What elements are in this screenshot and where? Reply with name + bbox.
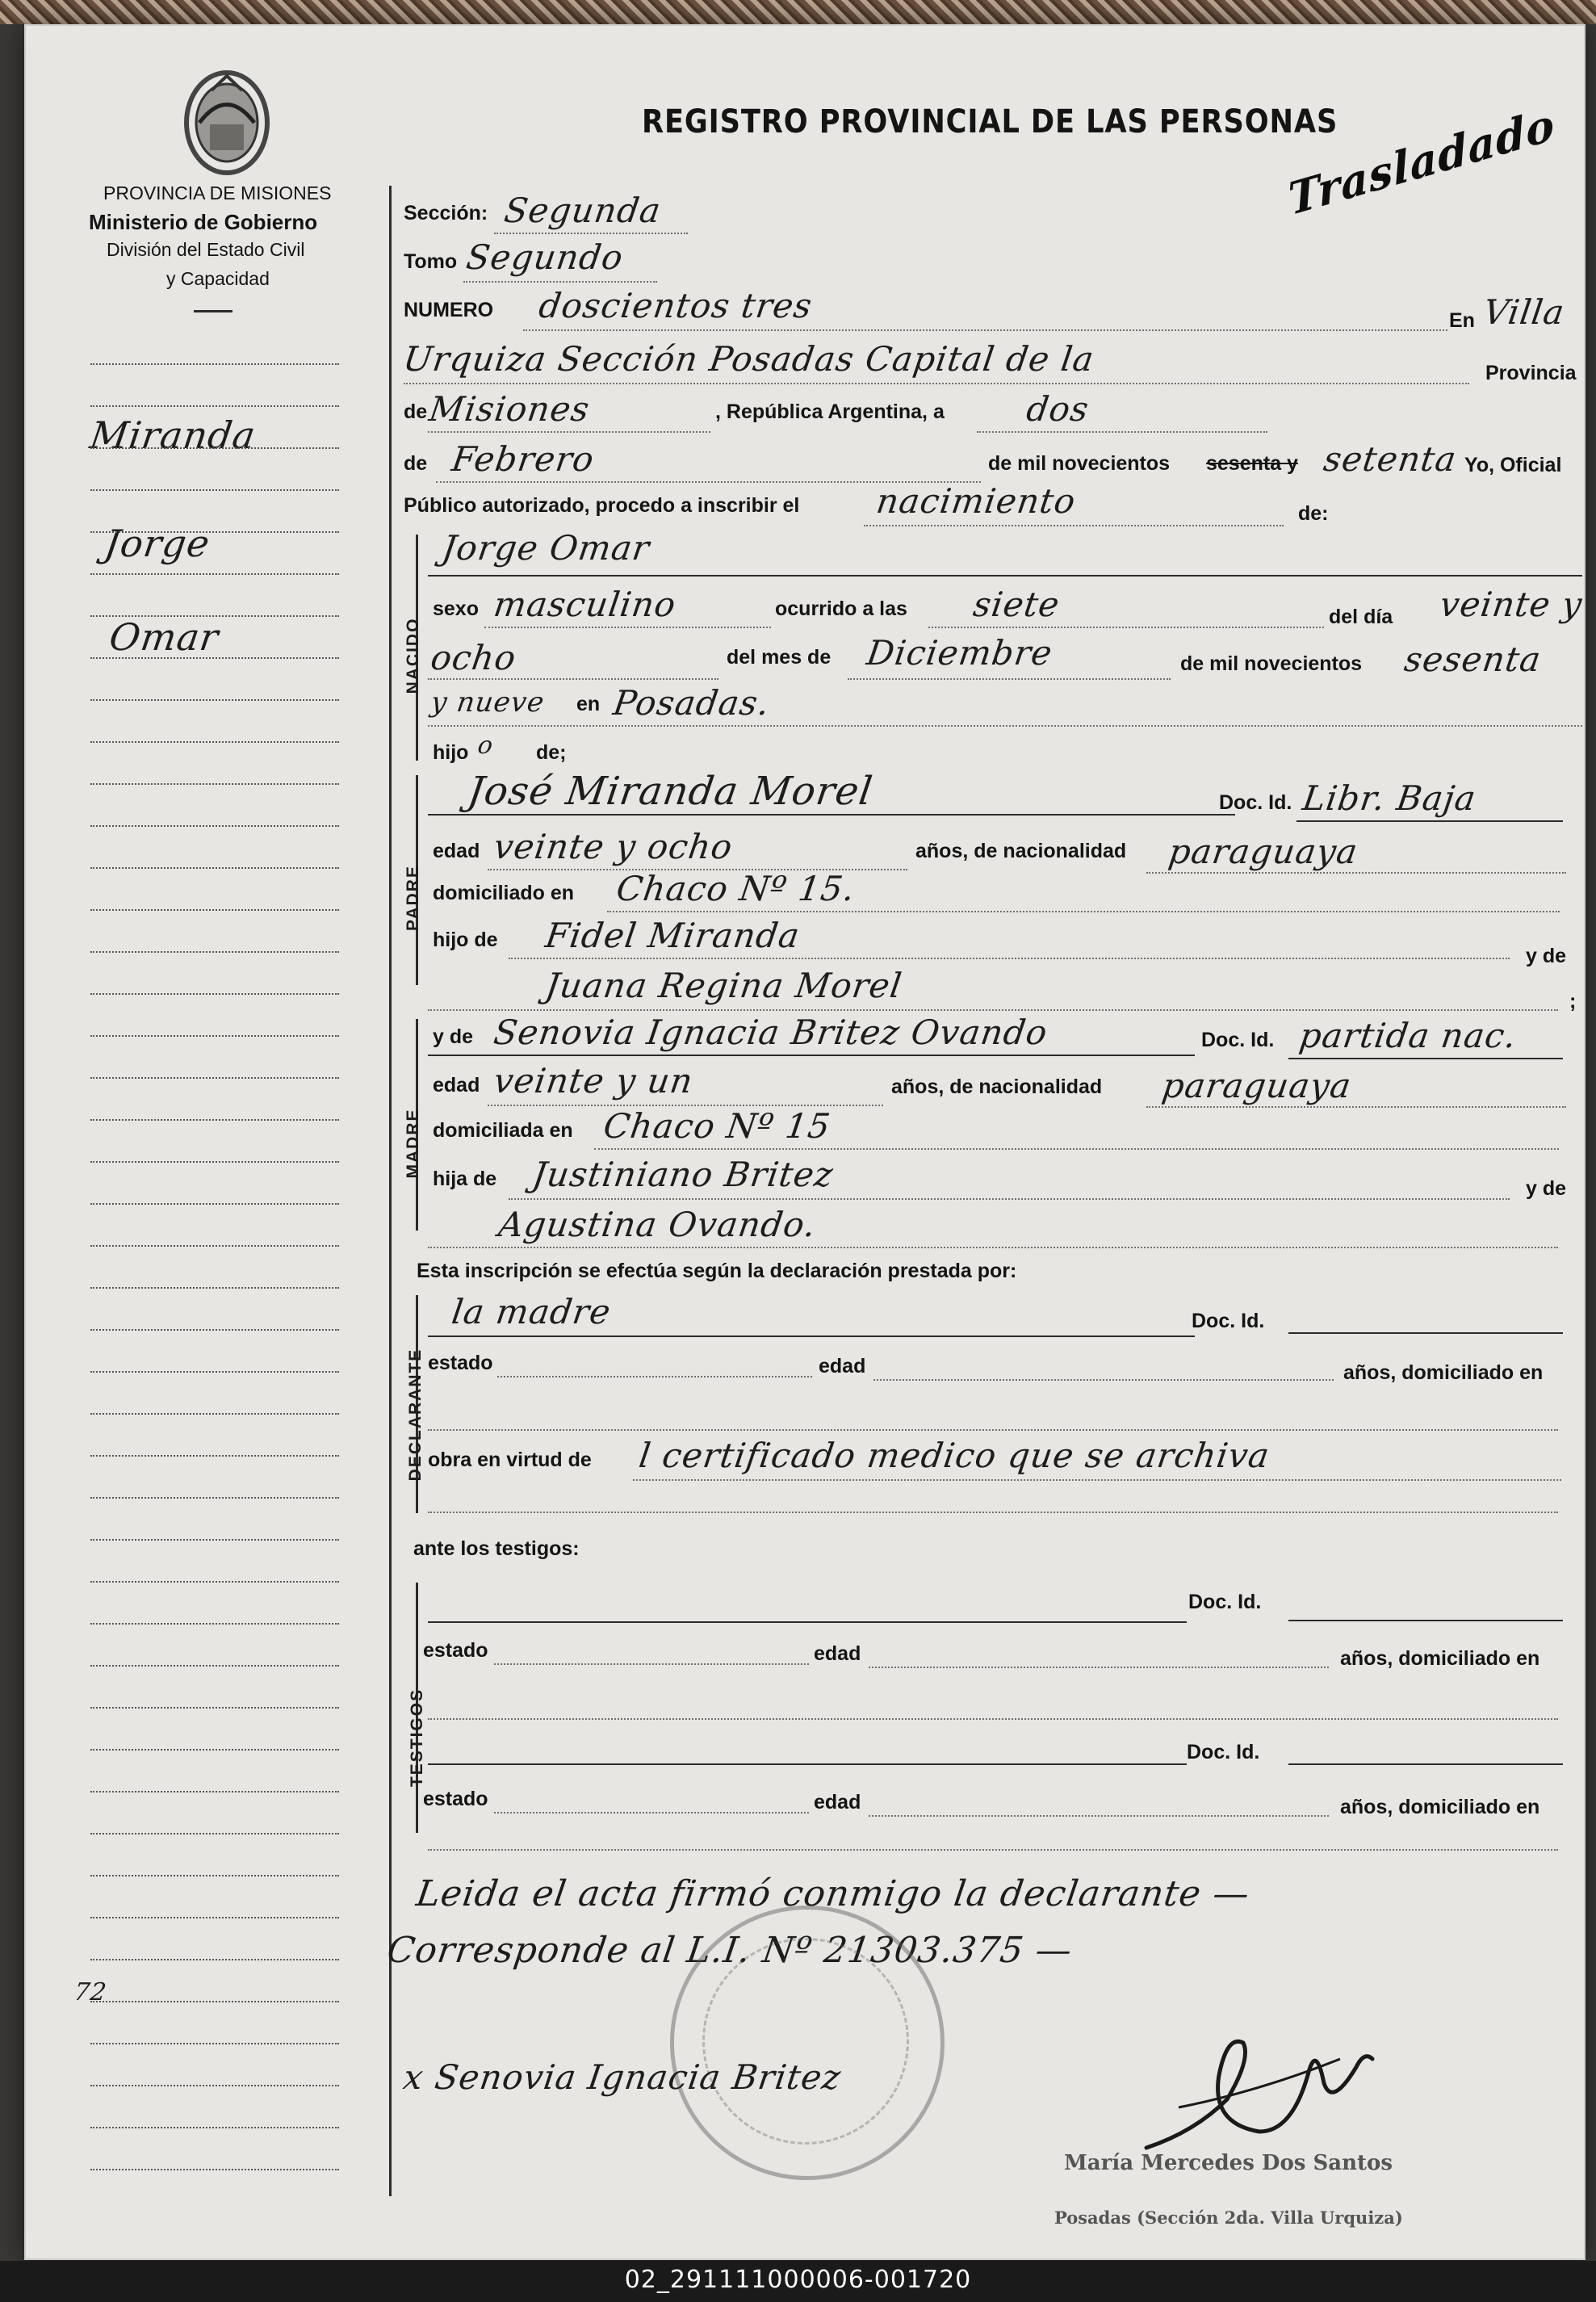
- declarante-domicilio-label: años, domiciliado en: [1343, 1361, 1544, 1384]
- margin-ruled-line: [90, 1455, 339, 1457]
- margin-ruled-line: [90, 2169, 339, 2170]
- act-line: [864, 525, 1284, 526]
- anio-value-2: y nueve: [429, 686, 547, 719]
- act-value: nacimiento: [873, 481, 1079, 521]
- margin-ruled-line: [90, 447, 339, 449]
- margin-ruled-line: [90, 2043, 339, 2044]
- margin-ruled-line: [90, 1959, 339, 1960]
- declarante-domicilio-line: [428, 1429, 1558, 1431]
- testigos-section-label: TESTIGOS: [408, 1688, 426, 1788]
- padre-name-line: [428, 814, 1235, 816]
- madre-hija-de-label: hija de: [433, 1168, 497, 1190]
- declarante-obra-value: l certificado medico que se archiva: [636, 1436, 1273, 1475]
- padre-semicolon: ;: [1569, 990, 1577, 1013]
- madre-name-value: Senovia Ignacia Britez Ovando: [491, 1013, 1050, 1052]
- sexo-value: masculino: [491, 585, 679, 624]
- madre-mother-value: Agustina Ovando.: [496, 1205, 819, 1244]
- testigo-2-doc-line: [1288, 1763, 1563, 1765]
- testigo-1-doc-label: Doc. Id.: [1188, 1591, 1262, 1613]
- declarante-extra-line: [428, 1512, 1558, 1513]
- madre-domicilio-value: Chaco Nº 15: [601, 1106, 834, 1146]
- day-line: [977, 431, 1267, 433]
- margin-ruled-line: [90, 1875, 339, 1876]
- division-name-line-2: y Capacidad: [166, 268, 270, 289]
- madre-doc-value: partida nac.: [1296, 1016, 1520, 1055]
- tomo-label: Tomo: [404, 250, 458, 273]
- province-value: Misiones: [426, 389, 593, 429]
- trasladado-stamp: Trasladado: [1286, 97, 1557, 226]
- margin-ruled-line: [90, 2085, 339, 2086]
- hijo-suffix: o: [475, 732, 496, 760]
- margin-ruled-line: [90, 573, 339, 575]
- padre-domicilio-label: domiciliado en: [433, 882, 575, 904]
- margin-ruled-line: [90, 1413, 339, 1415]
- nacido-name-value: Jorge Omar: [439, 528, 653, 568]
- testigo-1-estado-label: estado: [423, 1639, 488, 1662]
- padre-name-value: José Miranda Morel: [465, 769, 876, 814]
- margin-ruled-line: [90, 783, 339, 785]
- padre-domicilio-value: Chaco Nº 15.: [614, 869, 858, 908]
- testigo-1-edad-line: [869, 1667, 1329, 1668]
- year-label: de mil novecientos: [988, 452, 1171, 475]
- margin-ruled-line: [90, 2001, 339, 2002]
- numero-value: doscientos tres: [536, 286, 815, 325]
- margin-ruled-line: [90, 405, 339, 407]
- declarante-name-value: la madre: [449, 1292, 614, 1331]
- place-line: [404, 383, 1469, 384]
- declarante-doc-label: Doc. Id.: [1192, 1310, 1265, 1332]
- padre-mother-value: Juana Regina Morel: [542, 966, 905, 1005]
- padre-section-label: PADRE: [404, 865, 422, 931]
- tomo-line: [463, 281, 657, 283]
- padre-mother-line: [428, 1009, 1558, 1011]
- madre-father-line: [509, 1198, 1510, 1200]
- margin-ruled-line: [90, 1917, 339, 1918]
- publico-label: Público autorizado, procedo a inscribir el: [404, 494, 800, 517]
- official-name: María Mercedes Dos Santos: [1064, 2151, 1393, 2175]
- madre-y-de-label2: y de: [1526, 1177, 1567, 1200]
- mes-line: [848, 678, 1171, 680]
- testigo-2-domicilio-line: [428, 1849, 1558, 1851]
- declarant-signature: x Senovia Ignacia Britez: [400, 2057, 844, 2097]
- declarante-obra-label: obra en virtud de: [428, 1449, 592, 1471]
- testigos-intro-label: ante los testigos:: [413, 1537, 580, 1560]
- dia-label: del día: [1329, 606, 1393, 628]
- republica-label: , República Argentina, a: [715, 400, 945, 423]
- ocurrido-label: ocurrido a las: [775, 598, 907, 620]
- padre-y-de-label: y de: [1526, 945, 1567, 967]
- tomo-value: Segundo: [463, 237, 626, 277]
- madre-nacionalidad-line: [1146, 1106, 1566, 1108]
- testigo-1-name-line: [428, 1621, 1187, 1623]
- madre-edad-label: edad: [433, 1074, 480, 1096]
- margin-ruled-line: [90, 363, 339, 365]
- declarante-estado-line: [497, 1376, 812, 1377]
- sexo-line: [484, 627, 771, 628]
- place-value-1: Villa: [1481, 292, 1568, 332]
- margin-ruled-line: [90, 1119, 339, 1121]
- testigo-1-domicilio-line: [428, 1718, 1558, 1720]
- madre-father-value: Justiniano Britez: [530, 1155, 836, 1194]
- en-label: En: [1449, 309, 1475, 332]
- numero-label: NUMERO: [404, 299, 494, 321]
- margin-ruled-line: [90, 1371, 339, 1373]
- header-divider: [194, 310, 232, 312]
- file-identifier: 02_291111000006-001720: [624, 2266, 972, 2294]
- madre-section-label: MADRE: [404, 1108, 422, 1179]
- margin-ruled-line: [90, 951, 339, 953]
- testigo-1-edad-label: edad: [814, 1642, 861, 1665]
- margin-ruled-line: [90, 1581, 339, 1583]
- margin-ruled-line: [90, 1203, 339, 1205]
- place-value-2: Urquiza Sección Posadas Capital de la: [400, 339, 1097, 379]
- testigo-1-estado-line: [494, 1663, 809, 1665]
- madre-domicilio-label: domiciliada en: [433, 1119, 573, 1142]
- padre-hijo-de-label: hijo de: [433, 929, 498, 951]
- testigo-2-name-line: [428, 1763, 1187, 1765]
- testigo-2-doc-label: Doc. Id.: [1187, 1741, 1260, 1763]
- padre-doc-label: Doc. Id.: [1219, 791, 1292, 814]
- seccion-line: [494, 233, 688, 234]
- left-column-border: [389, 186, 392, 2196]
- province-line: [428, 431, 710, 433]
- margin-mark: 72: [72, 1978, 109, 2006]
- sexo-label: sexo: [433, 598, 479, 620]
- padre-edad-label: edad: [433, 840, 480, 862]
- official-seal-inner-ring: [702, 1938, 909, 2145]
- yo-oficial-label: Yo, Oficial: [1464, 454, 1562, 476]
- madre-nacionalidad-label: años, de nacionalidad: [891, 1076, 1103, 1098]
- margin-ruled-line: [90, 1665, 339, 1667]
- testigo-2-estado-label: estado: [423, 1788, 488, 1810]
- nacido-en-label: en: [576, 693, 601, 715]
- declarante-intro-label: Esta inscripción se efectúa según la declaración prestada por:: [417, 1260, 1017, 1282]
- margin-ruled-line: [90, 489, 339, 491]
- de3-label: de:: [1298, 502, 1329, 525]
- testigo-2-edad-line: [869, 1815, 1329, 1817]
- testigo-2-estado-line: [494, 1812, 809, 1814]
- margin-ruled-line: [90, 825, 339, 827]
- testigo-2-edad-label: edad: [814, 1791, 861, 1814]
- padre-father-value: Fidel Miranda: [542, 916, 803, 955]
- seccion-value: Segunda: [501, 191, 664, 230]
- padre-nacionalidad-line: [1146, 872, 1566, 874]
- padre-domicilio-line: [607, 911, 1560, 912]
- margin-ruled-line: [90, 867, 339, 869]
- hijo-label: hijo: [433, 741, 469, 764]
- month-value: Febrero: [449, 439, 597, 479]
- madre-edad-value: veinte y un: [491, 1061, 696, 1101]
- official-place: Posadas (Sección 2da. Villa Urquiza): [1054, 2208, 1403, 2228]
- margin-ruled-line: [90, 1497, 339, 1499]
- declarante-obra-line: [633, 1479, 1561, 1481]
- padre-father-line: [509, 958, 1510, 959]
- madre-doc-label: Doc. Id.: [1201, 1029, 1275, 1051]
- margin-surname: Miranda: [87, 413, 259, 457]
- margin-second-name: Omar: [107, 615, 222, 659]
- testigo-1-doc-line: [1288, 1620, 1563, 1621]
- closing-line-1: Leida el acta firmó conmigo la declarante —: [413, 1873, 1253, 1914]
- declarante-name-line: [428, 1335, 1195, 1337]
- padre-edad-value: veinte y ocho: [491, 827, 735, 866]
- lugar-line: [428, 725, 1582, 727]
- margin-first-name: Jorge: [102, 522, 213, 565]
- dia-value-2: ocho: [428, 638, 519, 677]
- ministry-name: Ministerio de Gobierno: [89, 210, 318, 234]
- margin-ruled-line: [90, 1623, 339, 1625]
- padre-nacionalidad-label: años, de nacionalidad: [915, 840, 1127, 862]
- official-signature-icon: [1130, 2011, 1405, 2172]
- hora-value: siete: [970, 585, 1063, 624]
- margin-ruled-line: [90, 657, 339, 659]
- margin-ruled-line: [90, 2127, 339, 2128]
- top-edge-background: [0, 0, 1596, 24]
- margin-ruled-line: [90, 1707, 339, 1709]
- document-title: REGISTRO PROVINCIAL DE LAS PERSONAS: [642, 103, 1338, 140]
- margin-ruled-line: [90, 1287, 339, 1289]
- madre-doc-line: [1288, 1058, 1563, 1059]
- anio-label: de mil novecientos: [1180, 652, 1363, 675]
- margin-ruled-line: [90, 1077, 339, 1079]
- margin-ruled-line: [90, 1329, 339, 1331]
- margin-ruled-line: [90, 531, 339, 533]
- dia-line-2: [428, 678, 718, 680]
- padre-doc-value: Libr. Baja: [1300, 778, 1479, 818]
- testigo-1-domicilio-label: años, domiciliado en: [1340, 1647, 1540, 1670]
- dia-value-1: veinte y: [1437, 585, 1586, 624]
- margin-ruled-line: [90, 1749, 339, 1751]
- de2-label: de: [404, 452, 428, 475]
- madre-domicilio-line: [594, 1148, 1559, 1150]
- province-name: PROVINCIA DE MISIONES: [103, 182, 332, 203]
- anio-value-1: sesenta: [1401, 639, 1544, 679]
- year-value: setenta: [1321, 439, 1460, 479]
- declarante-doc-line: [1288, 1332, 1563, 1334]
- closing-line-2: Corresponde al L.I. Nº 21303.375 —: [384, 1930, 1075, 1971]
- padre-doc-line: [1296, 820, 1563, 822]
- provincia-label: Provincia: [1485, 362, 1577, 384]
- mes-value: Diciembre: [864, 633, 1056, 673]
- lugar-value: Posadas.: [610, 683, 773, 723]
- declarante-section-label: DECLARANTE: [406, 1348, 425, 1482]
- declarante-edad-label: edad: [819, 1355, 866, 1377]
- seccion-label: Sección:: [404, 202, 488, 224]
- margin-ruled-line: [90, 615, 339, 617]
- hora-line: [928, 627, 1324, 628]
- de-label: de: [404, 400, 428, 423]
- madre-mother-line: [428, 1247, 1558, 1248]
- margin-ruled-line: [90, 909, 339, 911]
- mes-label: del mes de: [727, 646, 832, 669]
- margin-ruled-line: [90, 1791, 339, 1793]
- nacido-section-label: NACIDO: [404, 617, 422, 694]
- madre-nacionalidad-value: paraguaya: [1159, 1066, 1355, 1105]
- numero-line: [523, 329, 1447, 331]
- margin-ruled-line: [90, 1161, 339, 1163]
- margin-ruled-line: [90, 1245, 339, 1247]
- declarante-edad-line: [873, 1379, 1334, 1381]
- provincial-coat-of-arms-icon: [179, 66, 274, 179]
- madre-name-line: [428, 1055, 1195, 1056]
- margin-ruled-line: [90, 1539, 339, 1541]
- margin-ruled-line: [90, 699, 339, 701]
- madre-y-de-label: y de: [433, 1025, 474, 1048]
- testigo-2-domicilio-label: años, domiciliado en: [1340, 1796, 1540, 1818]
- margin-ruled-line: [90, 1833, 339, 1834]
- hijo-de-label: de;: [536, 741, 567, 764]
- year-struck: sesenta y: [1206, 452, 1298, 475]
- margin-ruled-line: [90, 741, 339, 743]
- day-value: dos: [1024, 389, 1092, 429]
- division-name-line-1: División del Estado Civil: [107, 239, 305, 260]
- declarante-estado-label: estado: [428, 1352, 493, 1374]
- padre-nacionalidad-value: paraguaya: [1166, 832, 1361, 871]
- nacido-name-line: [428, 575, 1582, 577]
- margin-ruled-line: [90, 993, 339, 995]
- margin-ruled-line: [90, 1035, 339, 1037]
